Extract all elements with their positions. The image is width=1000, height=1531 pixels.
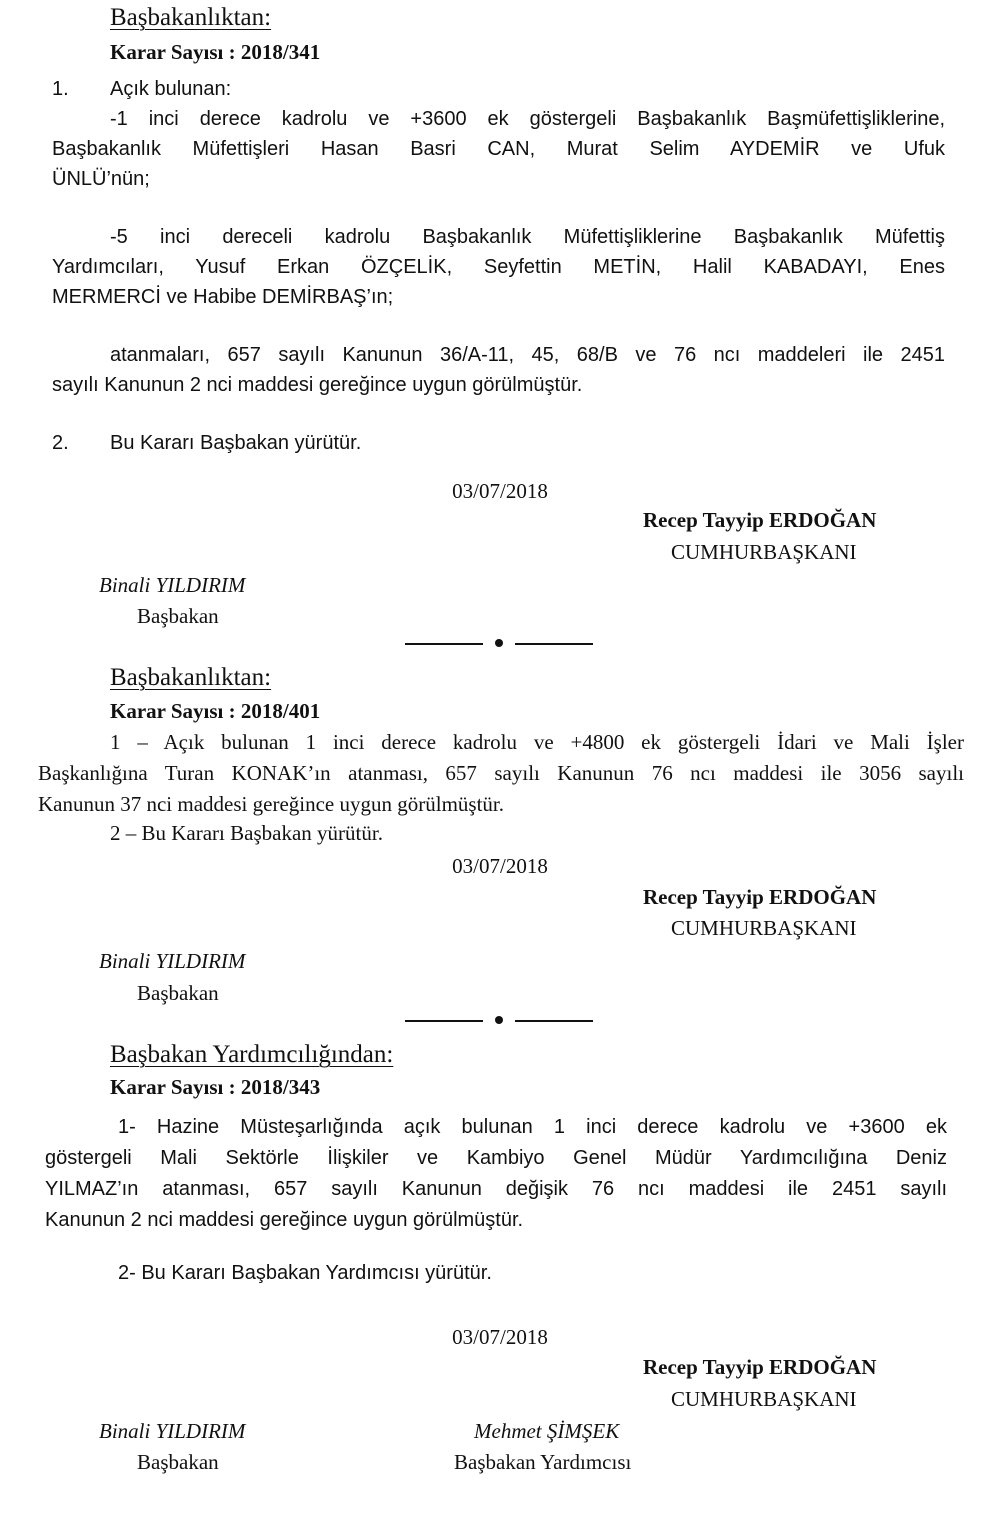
text-line: 1- Hazine Müsteşarlığında açık bulunan 1 inci derece kadrolu ve +3600 ek [118,1116,947,1138]
separator-line [405,1020,483,1022]
decision-3-signer-name: Binali YILDIRIM [99,1419,246,1443]
text-line: ÜNLÜ’nün; [52,168,150,190]
text-line: MERMERCİ ve Habibe DEMİRBAŞ’ın; [52,286,394,308]
separator-line [515,1020,593,1022]
decision-3-signer2-name: Mehmet ŞİMŞEK [474,1419,620,1443]
text-line: Başbakanlık Müfettişleri Hasan Basri CAN, Murat Selim AYDEMİR ve Ufuk [52,138,945,160]
text-line: Kanunun 2 nci maddesi gereğince uygun görülmüştür. [45,1209,524,1231]
decision-3-president-title: CUMHURBAŞKANI [671,1387,857,1411]
decision-2-heading: Başbakanlıktan: [110,664,272,691]
separator-line [405,643,483,645]
text-line: -5 inci dereceli kadrolu Başbakanlık Müfettişliklerine Başbakanlık Müfettiş [110,226,945,248]
decision-2-paragraph-1 [38,727,964,820]
separator-dot [495,639,503,647]
decision-1-date: 03/07/2018 [452,479,548,503]
decision-3-president-name: Recep Tayyip ERDOĞAN [643,1355,877,1379]
decision-1-karar-number: Karar Sayısı : 2018/341 [110,40,321,64]
text-line: Yardımcıları, Yusuf Erkan ÖZÇELİK, Seyfettin METİN, Halil KABADAYI, Enes [52,256,945,278]
decision-2-president-name: Recep Tayyip ERDOĞAN [643,885,877,909]
text-line: -1 inci derece kadrolu ve +3600 ek göstergeli Başbakanlık Başmüfettişliklerine, [110,108,945,130]
text-line: sayılı Kanunun 2 nci maddesi gereğince uygun görülmüştür. [52,374,583,396]
decision-1-item1-number: 1. [52,78,69,100]
text-line: Kanunun 37 nci maddesi gereğince uygun görülmüştür. [38,792,504,816]
decision-2-president-title: CUMHURBAŞKANI [671,916,857,940]
decision-2-item2-text: 2 – Bu Kararı Başbakan yürütür. [110,821,383,845]
decision-1-item2-number: 2. [52,432,69,454]
decision-2-karar-number: Karar Sayısı : 2018/401 [110,699,321,723]
decision-3-signer-title: Başbakan [137,1450,219,1474]
section-separator [405,637,605,649]
separator-dot [495,1016,503,1024]
decision-1-heading: Başbakanlıktan: [110,4,272,31]
decision-3-heading: Başbakan Yardımcılığından: [110,1041,394,1068]
text-line: atanmaları, 657 sayılı Kanunun 36/A-11, 45, 68/B ve 76 ncı maddeleri ile 2451 [110,344,945,366]
decision-1-paragraph-2 [52,222,945,312]
decision-1-president-title: CUMHURBAŞKANI [671,540,857,564]
decision-2-date: 03/07/2018 [452,854,548,878]
decision-3-signer2-title: Başbakan Yardımcısı [454,1450,632,1474]
decision-3-date: 03/07/2018 [452,1325,548,1349]
decision-2-signer-name: Binali YILDIRIM [99,949,246,973]
decision-3-karar-number: Karar Sayısı : 2018/343 [110,1075,321,1099]
section-separator [405,1014,605,1026]
text-line: Başkanlığına Turan KONAK’ın atanması, 657 sayılı Kanunun 76 ncı maddesi ile 3056 sayılı [38,761,964,785]
text-line: 1 – Açık bulunan 1 inci derece kadrolu ve +4800 ek göstergeli İdari ve Mali İşler [110,730,964,754]
decision-1-president-name: Recep Tayyip ERDOĞAN [643,508,877,532]
decision-3-paragraph-1 [45,1112,947,1236]
decision-2-signer-title: Başbakan [137,981,219,1005]
separator-line [515,643,593,645]
decision-1-paragraph-1 [52,104,945,194]
decision-1-signer-title: Başbakan [137,604,219,628]
decision-3-item2-text: 2- Bu Kararı Başbakan Yardımcısı yürütür. [118,1262,492,1284]
decision-1-item2-text: Bu Kararı Başbakan yürütür. [110,432,362,454]
decision-1-signer-name: Binali YILDIRIM [99,573,246,597]
decision-1-paragraph-3 [52,340,945,400]
text-line: göstergeli Mali Sektörle İlişkiler ve Kambiyo Genel Müdür Yardımcılığına Deniz [45,1147,947,1169]
decision-1-item1-intro: Açık bulunan: [110,78,232,100]
text-line: YILMAZ’ın atanması, 657 sayılı Kanunun değişik 76 ncı maddesi ile 2451 sayılı [45,1178,947,1200]
